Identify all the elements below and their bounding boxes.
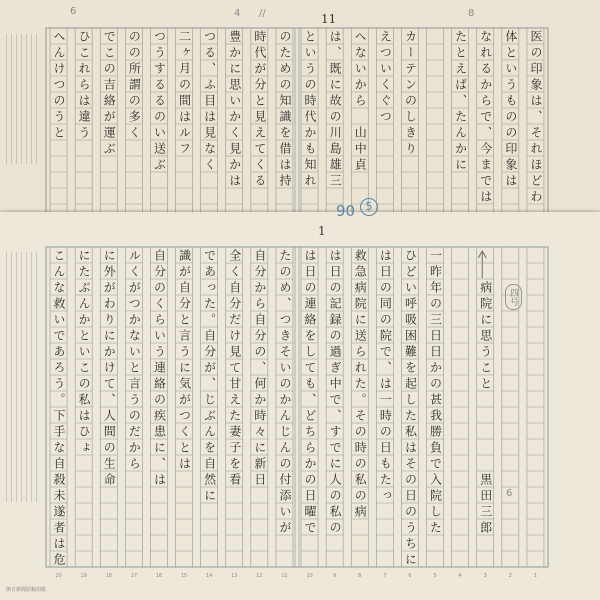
column-number: 15 <box>180 573 188 579</box>
column-number: 9 <box>333 573 337 579</box>
column-number: 19 <box>80 573 87 579</box>
margin-fine-print <box>6 34 40 164</box>
column-number: 13 <box>231 573 238 579</box>
manuscript-column: のための知識を借は持 <box>277 30 292 190</box>
manuscript-column: 全く自分だけ見て甘えた妻子を看 <box>227 249 242 489</box>
manuscript-author: 黒田三郎 <box>478 473 493 537</box>
paper-label: 朝日新聞原稿用紙 <box>6 587 47 593</box>
manuscript-column: ひこれらは違う <box>77 30 92 142</box>
manuscript-column: 体というものの印象は <box>503 30 518 190</box>
character-count-note: 90 <box>336 202 356 220</box>
manuscript-column: ひどい呼吸困難を起した私はその日のうちに <box>403 249 418 569</box>
manuscript-column: カーテンのしきり <box>403 30 418 158</box>
column-number: 10 <box>306 573 313 579</box>
manuscript-column: でこの吉絡が運ぶ <box>102 30 117 158</box>
column-number: 12 <box>256 573 263 579</box>
pencil-mark: // <box>259 8 266 19</box>
page-number: 11 <box>321 12 337 26</box>
manuscript-column: なれるからで、今までは <box>478 30 493 206</box>
manuscript-sheet-top <box>0 0 600 212</box>
manuscript-column: 識が自分と言うに気がつくとは <box>177 249 192 473</box>
manuscript-column: つうするるのい送ぶ <box>152 30 167 174</box>
manuscript-column: であった。自分が、じぶんを自然に <box>202 249 217 505</box>
column-number: 8 <box>358 573 362 579</box>
manuscript-column: というの時代かも知れ <box>303 30 318 190</box>
column-number: 18 <box>105 573 112 579</box>
manuscript-column: は日の記録の過ぎ中で、すでに人の私の <box>328 249 343 537</box>
column-number: 17 <box>130 573 138 579</box>
manuscript-column: へないから 山中貞 <box>353 30 368 174</box>
manuscript-column: にたぶんかといこの私はひょ <box>77 249 92 457</box>
manuscript-column: 時代が分と見えてくる <box>252 30 267 190</box>
manuscript-column: ルくがつかないと言うのだから <box>127 249 142 473</box>
column-number: 16 <box>155 573 163 579</box>
grid-column-cells <box>527 247 544 567</box>
manuscript-column: 一昨年の三日日かの甚我勝負で入院した <box>428 249 443 537</box>
manuscript-column: たとえば、たんかに <box>453 30 468 174</box>
grid-column-cells <box>452 247 469 567</box>
manuscript-column: つる、ふ目は見なく <box>202 30 217 174</box>
column-number: 2 <box>508 573 512 579</box>
manuscript-column: 自分のくらいう連絡の疾患に、は <box>152 249 167 489</box>
manuscript-column: 救急病院に送られた。その時の私の病 <box>353 249 368 521</box>
grid-outer-border <box>46 28 548 212</box>
column-number: 6 <box>408 573 412 579</box>
margin-fine-print <box>6 252 40 502</box>
manuscript-column: へんけつのうと <box>52 30 67 142</box>
manuscript-column: は、既に故の川島雄三 <box>328 30 343 190</box>
manuscript-column: 二ヶ月の間はルフ <box>177 30 192 158</box>
pencil-annotation-indent: 6 <box>506 488 513 499</box>
column-number: 4 <box>458 573 462 579</box>
manuscript-column: えついくぐつ <box>378 30 393 126</box>
manuscript-title: 病院に思うこと <box>478 281 493 393</box>
column-number: 20 <box>55 573 62 579</box>
column-number: 7 <box>383 573 387 579</box>
manuscript-column: 豊かに思いかく見かは <box>227 30 242 190</box>
column-number: 5 <box>433 573 437 579</box>
pencil-mark: 8 <box>468 8 475 19</box>
grid-column-cells <box>427 28 444 212</box>
manuscript-column: 自分から自分の、何か時々に新日 <box>252 249 267 489</box>
character-count-circled: 5 <box>360 198 378 216</box>
pencil-mark: 6 <box>70 6 77 17</box>
manuscript-column: は日の連絡をしても、どちらかの日曜で <box>303 249 318 537</box>
column-number: 11 <box>281 573 288 579</box>
manuscript-column: のの所謂の多く <box>127 30 142 142</box>
column-number: 3 <box>483 573 487 579</box>
column-number: 1 <box>533 573 538 579</box>
page-number: 1 <box>318 224 326 238</box>
pencil-mark: 4 <box>234 8 241 19</box>
column-number: 14 <box>205 573 213 579</box>
manuscript-column: は日の同の院で、は一時の日もたっ <box>378 249 393 505</box>
manuscript-column: 医の印象は、それほどわ <box>528 30 543 206</box>
manuscript-column: たのめ、つきそいのかんじんの付添いが <box>277 249 292 537</box>
grid-outer-border <box>46 247 548 567</box>
pencil-annotation-font-size: 四号 <box>505 284 522 310</box>
manuscript-column: こんな救いであろう。下手な自殺未遂者は危 <box>52 249 67 569</box>
manuscript-column: に外がわりにかけて、人間の生命 <box>102 249 117 489</box>
manuscript-sheet-bottom <box>0 212 600 600</box>
